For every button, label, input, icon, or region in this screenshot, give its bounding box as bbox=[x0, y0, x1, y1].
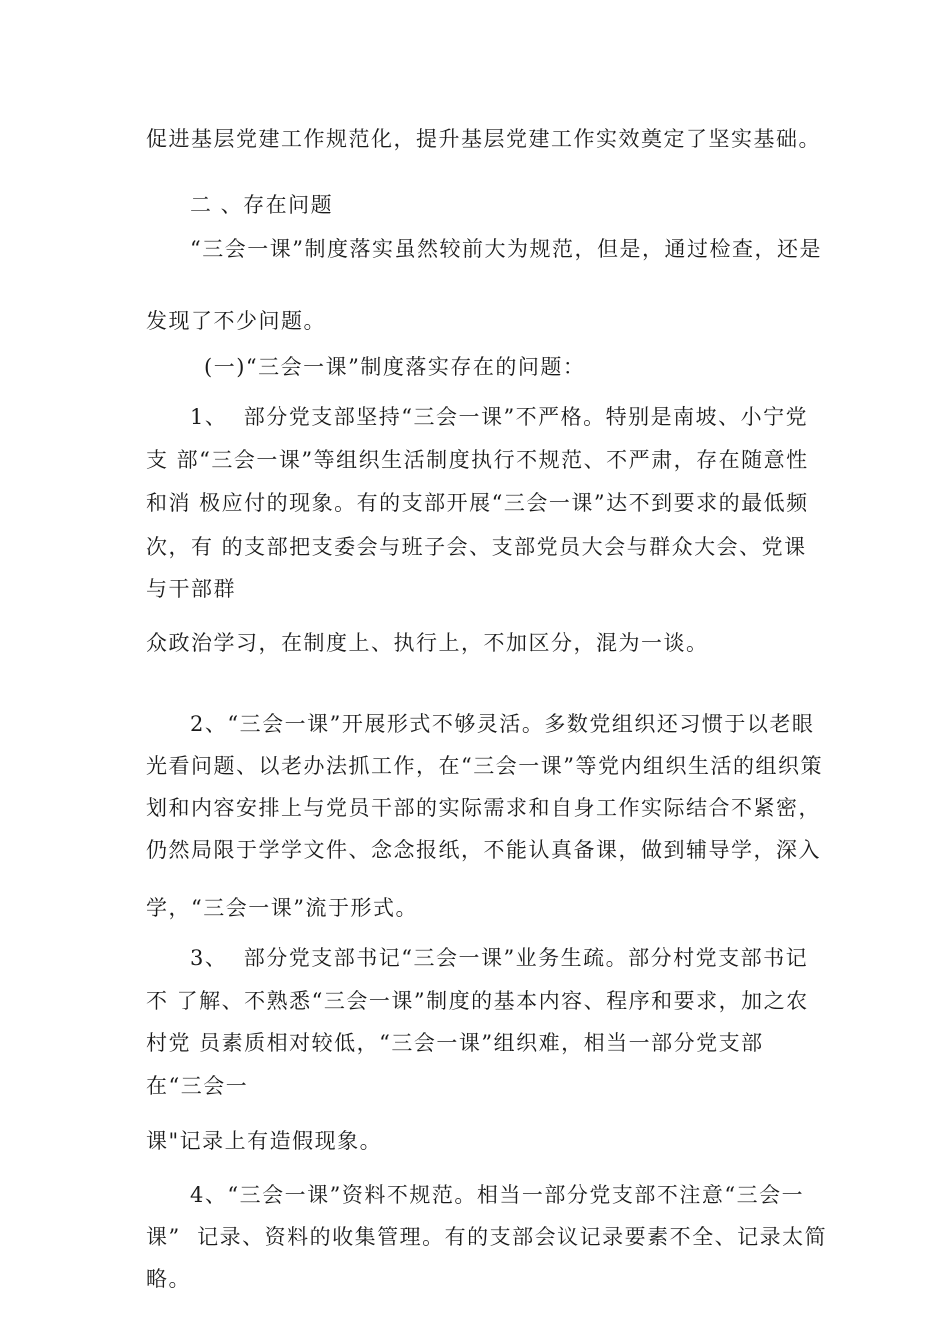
text-line: 课"记录上有造假现象。 bbox=[146, 1129, 383, 1153]
text-line: 3、 部分党支部书记“三会一课”业务生疏。部分村党支部书记 bbox=[190, 946, 809, 970]
text-line: 仍然局限于学学文件、念念报纸，不能认真备课，做到辅导学，深入 bbox=[146, 838, 821, 862]
text-line: 促进基层党建工作规范化，提升基层党建工作实效奠定了坚实基础。 bbox=[146, 127, 821, 151]
text-line: “三会一课”制度落实虽然较前大为规范，但是，通过检查，还是 bbox=[190, 237, 822, 261]
section-heading: 二 、存在问题 bbox=[190, 193, 334, 217]
text-line: 划和内容安排上与党员干部的实际需求和自身工作实际结合不紧密， bbox=[146, 796, 821, 820]
text-line: 在“三会一 bbox=[146, 1074, 249, 1098]
text-line: 不 了解、不熟悉“三会一课”制度的基本内容、程序和要求，加之农 bbox=[146, 989, 809, 1013]
subsection-heading: (一)“三会一课”制度落实存在的问题： bbox=[204, 355, 586, 379]
text-line: 4、“三会一课”资料不规范。相当一部分党支部不注意“三会一 bbox=[190, 1183, 805, 1207]
text-line: 村党 员素质相对较低，“三会一课”组织难，相当一部分党支部 bbox=[146, 1031, 764, 1055]
text-line: 光看问题、以老办法抓工作，在“三会一课”等党内组织生活的组织策 bbox=[146, 754, 823, 778]
text-line: 支 部“三会一课”等组织生活制度执行不规范、不严肃，存在随意性 bbox=[146, 448, 809, 472]
text-line: 课” 记录、资料的收集管理。有的支部会议记录要素不全、记录太简 bbox=[146, 1225, 828, 1249]
text-line: 发现了不少问题。 bbox=[146, 309, 326, 333]
text-line: 学，“三会一课”流于形式。 bbox=[146, 896, 418, 920]
text-line: 与干部群 bbox=[146, 577, 236, 601]
text-line: 和消 极应付的现象。有的支部开展“三会一课”达不到要求的最低频 bbox=[146, 491, 809, 515]
text-line: 众政治学习，在制度上、执行上，不加区分，混为一谈。 bbox=[146, 631, 709, 655]
text-line: 1、 部分党支部坚持“三会一课”不严格。特别是南坡、小宁党 bbox=[190, 405, 809, 429]
text-line: 2、“三会一课”开展形式不够灵活。多数党组织还习惯于以老眼 bbox=[190, 712, 815, 736]
text-line: 次，有 的支部把支委会与班子会、支部党员大会与群众大会、党课 bbox=[146, 535, 807, 559]
text-line: 略。 bbox=[146, 1267, 191, 1291]
